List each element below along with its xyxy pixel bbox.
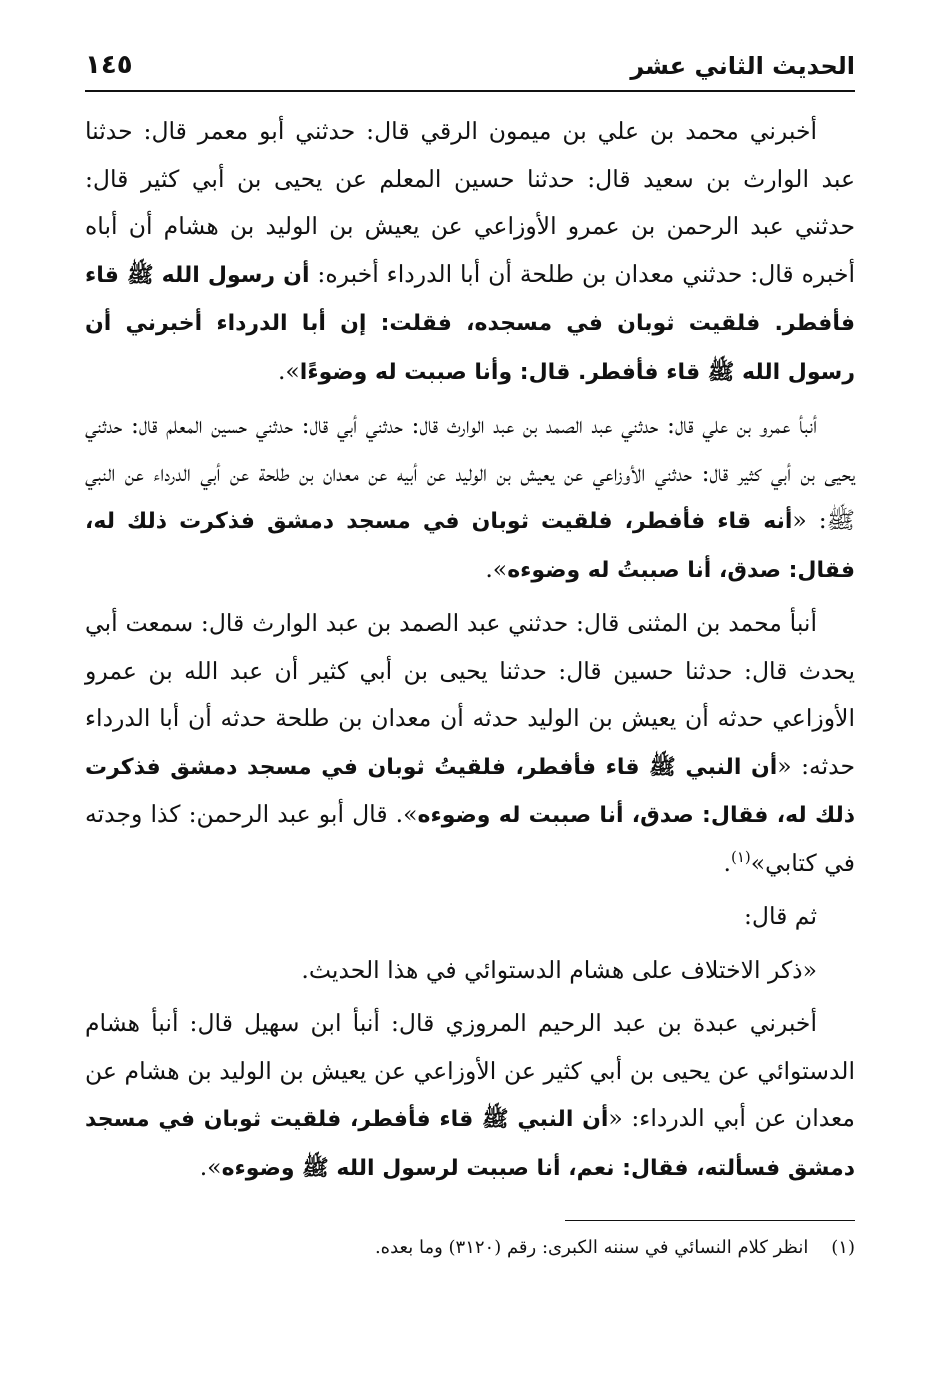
footnote-text: انظر كلام النسائي في سننه الكبرى: رقم (٣١٢٠) وما بعده. (374, 1237, 809, 1258)
text-segment: أخبرني عبدة بن عبد الرحيم المروزي قال: أنبأ ابن سهيل قال: أنبأ هشام الدستوائي عن يحيى بن أبي كثير عن الأوزاعي عن يعيش بن الوليد بن هشام عن معدان عن أبي الدرداء: « (85, 1009, 855, 1132)
book-page (85, 40, 855, 1263)
text-segment: ». (277, 356, 300, 385)
footnote-divider (565, 1220, 855, 1221)
hadith-text: أن النبي ﷺ قاء فأفطر، فلقيتُ ثوبان في مسجد دمشق فذكرت ذلك له، فقال: صدق، أنا صببت له وضوءه (85, 754, 855, 828)
paragraph-4 (85, 893, 855, 941)
page-number: ١٤٥ (85, 50, 133, 80)
text-segment: أنبأ عمرو بن علي قال: حدثني عبد الصمد بن عبد الوارث قال: حدثني أبي قال: حدثني حسين المعلم قال: حدثني يحيى بن أبي كثير قال: حدثني الأوزاعي عن يعيش بن الوليد عن أبيه عن معدان بن طلحة عن أبي الدرداء عن النبي ﷺ: « (85, 411, 856, 534)
paragraph-1 (85, 108, 855, 396)
footnote-number: (١) (831, 1237, 855, 1258)
text-segment: . (723, 848, 731, 877)
hadith-text: أنه قاء فأفطر، فلقيت ثوبان في مسجد دمشق فذكرت ذلك له، فقال: صدق، أنا صببتُ له وضوءه (85, 509, 855, 583)
paragraph-5 (85, 947, 855, 995)
text-segment: أنبأ محمد بن المثنى قال: حدثني عبد الصمد بن عبد الوارث قال: سمعت أبي يحدث قال: حدثنا حسين قال: حدثنا يحيى بن أبي كثير أن عبد الله بن عمرو الأوزاعي حدثه أن يعيش بن الوليد حدثه أن معدان بن طلحة حدثه أن أبا الدرداء حدثه: « (85, 609, 855, 780)
chapter-title: الحديث الثاني عشر (630, 52, 855, 80)
paragraph-2 (85, 402, 855, 594)
page-body (85, 108, 855, 1192)
paragraph-6 (85, 1000, 855, 1192)
paragraph-3 (85, 600, 855, 887)
text-segment: أخبرني محمد بن علي بن ميمون الرقي قال: حدثني أبو معمر قال: حدثنا عبد الوارث بن سعيد قال: حدثنا حسين المعلم عن يحيى بن أبي كثير قال: حدثني عبد الرحمن بن عمرو الأوزاعي عن يعيش بن الوليد بن هشام أن أباه أخبره قال: حدثني معدان بن طلحة أن أبا الدرداء أخبره: (85, 117, 855, 288)
footnote (85, 1233, 855, 1263)
text-segment: «ذكر الاختلاف على هشام الدستوائي في هذا الحديث. (301, 955, 817, 984)
hadith-text: أن رسول الله ﷺ قاء فأفطر. فلقيت ثوبان في مسجده، فقلت: إن أبا الدرداء أخبرني أن رسول الله ﷺ قاء فأفطر. قال: وأنا صببت له وضوءًا (85, 262, 855, 385)
page-header (85, 40, 855, 92)
hadith-text: أن النبي ﷺ قاء فأفطر، فلقيت ثوبان في مسجد دمشق فسألته، فقال: نعم، أنا صببت لرسول الله ﷺ وضوءه (85, 1107, 855, 1181)
text-segment: ». (485, 554, 508, 583)
text-segment: ». (199, 1152, 222, 1181)
text-segment: ». قال أبو عبد الرحمن: كذا وجدته في كتابي» (85, 800, 855, 877)
footnote-marker: (١) (730, 847, 751, 866)
text-segment: ثم قال: (743, 902, 817, 930)
